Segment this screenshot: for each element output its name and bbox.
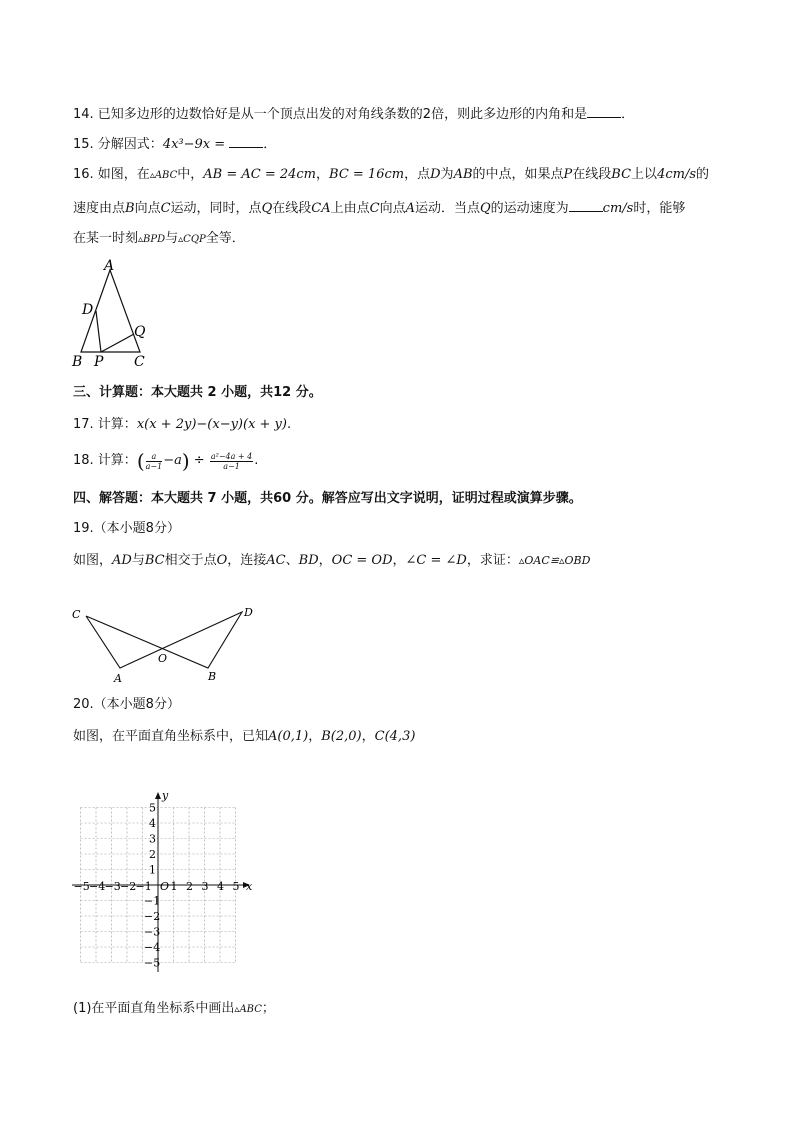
text: ，求证：: [466, 553, 519, 568]
label-c: C: [134, 354, 145, 370]
label-d: D: [82, 302, 94, 318]
question-14: [73, 104, 634, 124]
question-16-line-1: [73, 166, 709, 185]
math-var: O: [216, 553, 228, 568]
text: 与: [131, 553, 145, 568]
text: 如图，: [73, 553, 113, 568]
math-var: CA: [311, 201, 331, 216]
x-tick-label: −2: [120, 880, 137, 893]
y-tick-label: −1: [144, 894, 161, 908]
section-4-heading: 四、解答题：本大题共 7 小题，共60 分。解答应写出文字说明，证明过程或演算步骤。: [73, 491, 582, 506]
text: 全等．: [205, 231, 245, 246]
text: 运动．当点: [414, 201, 480, 216]
math-var: AB: [453, 167, 473, 182]
math-var: Q: [261, 201, 273, 216]
math-var: BC: [611, 167, 632, 182]
label-a: A: [104, 258, 115, 274]
math-expr: BC = 16cm: [329, 167, 405, 182]
question-17: [73, 416, 291, 434]
question-19-body: [73, 552, 590, 570]
math-expr: ▵OAC≌▵OBD: [518, 554, 591, 567]
math-var: D: [430, 167, 441, 182]
text: 时，能够: [633, 201, 686, 216]
fraction-1-den: a−1: [145, 461, 163, 471]
x-tick-label: 1: [170, 880, 178, 893]
y-tick-label: −4: [144, 941, 161, 954]
x-tick-label: 3: [201, 880, 209, 893]
q16-triangle-figure: [70, 256, 160, 370]
q14-answer-blank[interactable]: [587, 104, 621, 118]
label-a: A: [114, 672, 122, 685]
text: ，: [361, 729, 375, 744]
text: ，: [316, 167, 330, 182]
text: 16. 如图，在: [73, 167, 150, 182]
text: 运动，同时，点: [170, 201, 262, 216]
text: 为: [440, 167, 454, 182]
y-tick-label: 3: [149, 832, 156, 846]
origin-label: O: [160, 880, 170, 893]
math-triangle: ▵BPD: [138, 234, 166, 245]
math-var: AC: [266, 553, 286, 568]
label-o: O: [158, 652, 168, 665]
text: ，: [318, 553, 332, 568]
math-var: BC: [144, 553, 165, 568]
section-3-heading: 三、计算题：本大题共 2 小题，共12 分。: [73, 385, 322, 400]
math-var: A: [405, 201, 415, 216]
fraction-2: [210, 452, 253, 471]
text: 上由点: [330, 201, 370, 216]
y-axis-label: y: [162, 790, 169, 802]
text: 在某一时刻: [73, 231, 139, 246]
math-triangle: ▵ABC: [234, 1004, 262, 1015]
label-c: C: [72, 608, 81, 621]
fraction-2-den: a−1: [223, 461, 240, 471]
y-tick-label: 5: [149, 801, 156, 815]
text: ，: [308, 729, 322, 744]
q17-prefix: 17. 计算：: [73, 417, 137, 432]
question-20-body: [73, 728, 415, 746]
text: (1)在平面直角坐标系中画出: [73, 1001, 235, 1016]
question-16-line-2: [73, 198, 685, 218]
math-var: C: [369, 201, 380, 216]
y-tick-label: −5: [144, 956, 161, 970]
label-p: P: [94, 354, 104, 370]
x-tick-label: −3: [104, 880, 121, 893]
text: 如图，在平面直角坐标系中，已知: [73, 729, 269, 744]
question-19-title: 19.（本小题8分）: [73, 521, 180, 536]
label-q: Q: [134, 324, 146, 340]
point-b: B(2,0): [321, 729, 362, 744]
x-tick-label: 2: [186, 880, 193, 893]
text: 速度由点: [73, 201, 126, 216]
segment-pq: [101, 334, 134, 352]
question-16-line-3: [73, 230, 245, 249]
question-20-part-1: [73, 1000, 275, 1019]
math-expr: ∠C = ∠D: [405, 553, 467, 568]
math-var: AD: [112, 553, 132, 568]
fraction-2-num: a²−4a + 4: [210, 451, 253, 461]
y-tick-label: −3: [144, 925, 161, 939]
text: 在线段: [572, 167, 612, 182]
fraction-1: [146, 452, 163, 471]
y-tick-label: 4: [149, 817, 156, 830]
q17-end: .: [286, 417, 292, 432]
point-c: C(4,3): [374, 729, 416, 744]
coordinate-grid: [66, 790, 262, 974]
q15-end: ．: [263, 137, 277, 152]
text: 的运动速度为: [490, 201, 569, 216]
question-18: [73, 450, 258, 472]
math-var: C: [160, 201, 171, 216]
q15-answer-blank[interactable]: [229, 134, 263, 148]
text: ；: [261, 1001, 275, 1016]
label-b: B: [208, 670, 217, 683]
y-tick-label: 2: [149, 848, 156, 861]
x-tick-label: −5: [73, 880, 90, 893]
text: ，: [392, 553, 406, 568]
text: 中，: [177, 167, 204, 182]
x-axis-label: x: [246, 880, 253, 893]
label-d: D: [244, 606, 253, 619]
math-var: P: [563, 167, 573, 182]
q18-prefix: 18. 计算：: [73, 453, 137, 468]
text: ，点: [404, 167, 431, 182]
math-expr: 4cm/s: [657, 167, 696, 182]
text: 相交于点: [164, 553, 217, 568]
text: 与: [165, 231, 179, 246]
math-expr: AB = AC = 24cm: [203, 167, 317, 182]
x-tick-label: 4: [217, 880, 224, 893]
x-tick-label: −4: [89, 880, 106, 893]
math-var: B: [125, 201, 135, 216]
question-20-title: 20.（本小题8分）: [73, 697, 180, 712]
q15-expression: 4x³−9x =: [162, 137, 226, 152]
math-expr: OC = OD: [331, 553, 393, 568]
text: 的: [696, 167, 710, 182]
text: 、: [285, 553, 299, 568]
q17-expression: x(x + 2y)−(x−y)(x + y): [136, 417, 287, 432]
paren-close: ): [181, 449, 190, 473]
y-tick-label: 1: [149, 863, 156, 877]
x-tick-label: −1: [135, 880, 152, 893]
q18-minus-a: −a: [163, 453, 182, 468]
fraction-1-num: a: [146, 452, 163, 462]
q18-divide: ÷: [193, 453, 205, 468]
text: 的中点，如果点: [472, 167, 564, 182]
y-axis-arrow-icon: [155, 792, 161, 799]
y-tick-label: −2: [144, 910, 161, 923]
q19-bowtie-figure: [66, 600, 266, 686]
math-var: BD: [298, 553, 319, 568]
x-tick-label: 5: [232, 880, 240, 893]
text: 在线段: [272, 201, 312, 216]
q18-end: .: [254, 453, 259, 468]
math-triangle: ▵ABC: [149, 170, 178, 181]
point-a: A(0,1): [268, 729, 309, 744]
math-unit: cm/s: [602, 201, 634, 216]
math-var: Q: [479, 201, 491, 216]
q16-answer-blank[interactable]: [569, 198, 603, 212]
q14-text: 14. 已知多边形的边数恰好是从一个顶点出发的对角线条数的2倍，则此多边形的内角和是: [73, 107, 588, 122]
q14-end: ．: [621, 107, 635, 122]
math-triangle: ▵CQP: [178, 234, 206, 245]
text: 向点: [379, 201, 406, 216]
text: 上以: [631, 167, 658, 182]
q15-prefix: 15. 分解因式：: [73, 137, 163, 152]
label-b: B: [72, 354, 83, 370]
text: ，连接: [227, 553, 267, 568]
paren-open: (: [136, 449, 145, 473]
text: 向点: [134, 201, 161, 216]
segment-dp: [96, 311, 101, 352]
question-15: [73, 134, 276, 154]
